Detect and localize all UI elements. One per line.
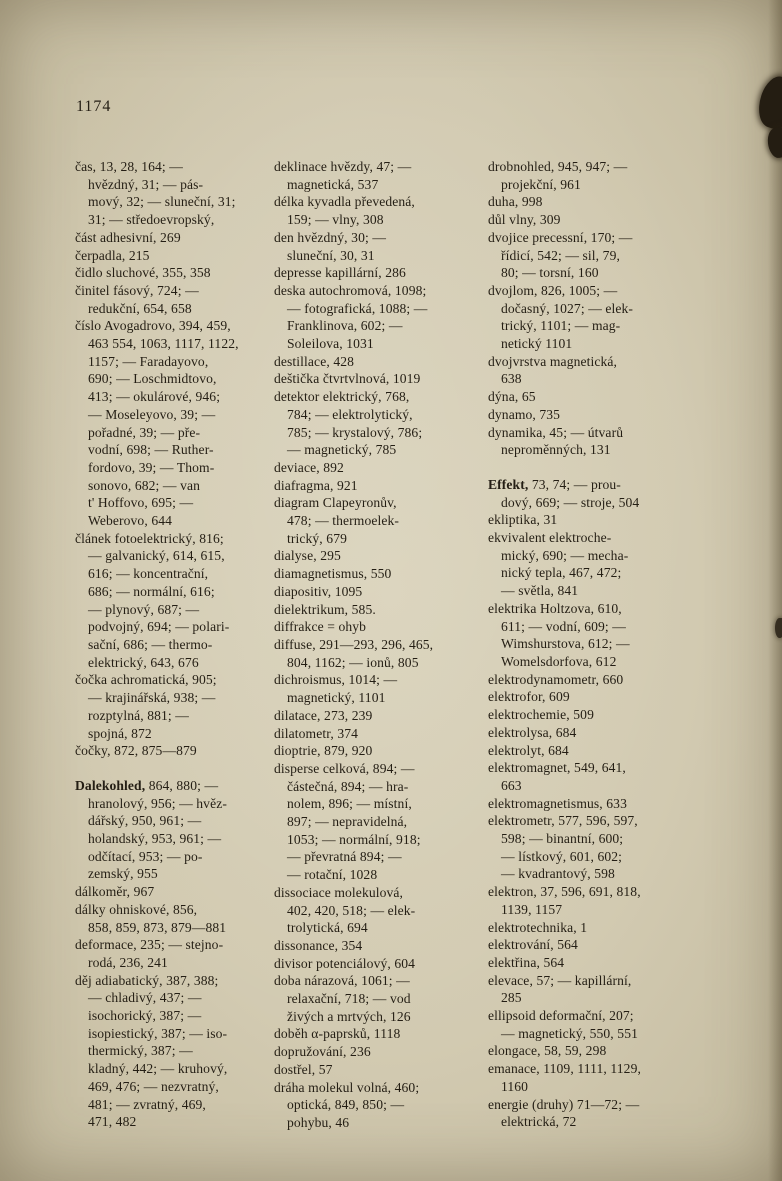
index-line: elektrometr, 577, 596, 597, <box>488 813 638 829</box>
index-line: deštička čtvrtvlnová, 1019 <box>274 371 421 387</box>
index-line: číslo Avogadrovo, 394, 459, <box>75 318 231 334</box>
index-line: dichroismus, 1014; — <box>274 672 398 688</box>
index-line: pohybu, 46 <box>287 1114 350 1130</box>
index-line: elektřina, 564 <box>488 954 565 970</box>
index-line: elektrika Holtzova, 610, <box>488 600 622 616</box>
index-line: dialyse, 295 <box>274 548 341 564</box>
index-line: magnetická, 537 <box>287 176 379 192</box>
index-line: rozptylná, 881; — <box>88 707 189 723</box>
index-line: 686; — normální, 616; <box>88 583 215 599</box>
index-line: den hvězdný, 30; — <box>274 229 387 245</box>
index-line: ellipsoid deformační, 207; <box>488 1008 634 1024</box>
index-line: emanace, 1109, 1111, 1129, <box>488 1061 641 1077</box>
index-line: dvojlom, 826, 1005; — <box>488 282 618 298</box>
index-line: trický, 679 <box>287 530 347 546</box>
index-line: isochorický, 387; — <box>88 1008 202 1024</box>
index-line: drobnohled, 945, 947; — <box>488 159 628 174</box>
index-line: elektrický, 643, 676 <box>88 654 199 670</box>
index-line: spojná, 872 <box>88 725 152 741</box>
index-line: redukční, 654, 658 <box>88 300 192 316</box>
index-line: 663 <box>501 777 522 793</box>
index-line: 690; — Loschmidtovo, <box>88 371 217 387</box>
index-line: diffuse, 291—293, 296, 465, <box>274 636 434 652</box>
index-line: ekvivalent elektroche- <box>488 530 612 546</box>
index-line: elongace, 58, 59, 298 <box>488 1043 607 1059</box>
index-line: deska autochromová, 1098; <box>274 282 427 298</box>
index-line: fordovo, 39; — Thom- <box>88 459 215 475</box>
index-line: 80; — torsní, 160 <box>501 265 599 281</box>
index-line: depresse kapillární, 286 <box>274 265 406 281</box>
page-edge-shadow <box>768 0 782 1181</box>
index-line: 858, 859, 873, 879—881 <box>88 919 227 935</box>
index-line: 598; — binantní, 600; <box>501 831 624 847</box>
index-line: hranolový, 956; — hvěz- <box>88 795 227 811</box>
index-line: dálky ohniskové, 856, <box>75 901 198 917</box>
index-line: dářský, 950, 961; — <box>88 813 202 829</box>
index-line: diafragma, 921 <box>274 477 358 493</box>
index-line: Franklinova, 602; — <box>287 318 403 334</box>
index-line: 638 <box>501 371 522 387</box>
index-line: dynamo, 735 <box>488 406 561 422</box>
index-line: nický tepla, 467, 472; <box>501 565 622 581</box>
index-line: 463 554, 1063, 1117, 1122, <box>88 336 239 352</box>
index-line: dopružování, 236 <box>274 1044 371 1060</box>
index-line: zemský, 955 <box>88 866 158 882</box>
index-line: t' Hoffovo, 695; — <box>88 495 194 511</box>
index-line: relaxační, 718; — vod <box>287 991 411 1007</box>
index-line: děj adiabatický, 387, 388; <box>75 972 219 988</box>
index-line: — kvadrantový, 598 <box>501 866 615 882</box>
index-line: diffrakce = ohyb <box>274 619 367 635</box>
index-line: 784; — elektrolytický, <box>287 406 413 422</box>
index-line: elektrolyt, 684 <box>488 742 569 758</box>
index-line: dvojvrstva magnetická, <box>488 353 618 369</box>
index-line: 1157; — Faradayovo, <box>88 353 209 369</box>
index-line: 31; — středoevropský, <box>88 212 215 228</box>
index-line: 159; — vlny, 308 <box>287 212 384 228</box>
index-line: činitel fásový, 724; — <box>75 282 199 298</box>
index-line: čočka achromatická, 905; <box>75 672 217 688</box>
index-line: elektrodynamometr, 660 <box>488 671 624 687</box>
index-line: Dalekohled, 864, 880; — <box>75 777 219 793</box>
index-line: článek fotoelektrický, 816; <box>75 530 224 546</box>
index-line: Effekt, 73, 74; — prou- <box>488 476 621 492</box>
index-line: čas, 13, 28, 164; — <box>75 159 183 174</box>
index-line: trický, 1101; — mag- <box>501 318 621 334</box>
index-line: čočky, 872, 875—879 <box>75 743 197 759</box>
index-line: energie (druhy) 71—72; — <box>488 1096 640 1112</box>
index-line: dýna, 65 <box>488 389 536 405</box>
index-line: odčítací, 953; — po- <box>88 848 203 864</box>
index-line: ekliptika, 31 <box>488 512 558 528</box>
index-line: 611; — vodní, 609; — <box>501 618 626 634</box>
index-line: čidlo sluchové, 355, 358 <box>75 265 211 281</box>
index-line: mický, 690; — mecha- <box>501 547 629 563</box>
index-line: Soleilova, 1031 <box>287 336 374 352</box>
index-line: detektor elektrický, 768, <box>274 389 410 405</box>
index-line: doba nárazová, 1061; — <box>274 973 410 989</box>
index-line: — rotační, 1028 <box>287 867 378 883</box>
index-line: hvězdný, 31; — pás- <box>88 176 204 192</box>
index-line: 478; — thermoelek- <box>287 513 400 529</box>
index-line: 1160 <box>501 1078 529 1094</box>
page-number: 1174 <box>76 98 112 115</box>
index-line: Wimshurstova, 612; — <box>501 636 630 652</box>
index-line: — magnetický, 785 <box>287 442 397 458</box>
index-line: částečná, 894; — hra- <box>287 778 409 794</box>
index-line: 1053; — normální, 918; <box>287 831 421 847</box>
index-line: trolytická, 694 <box>287 920 368 936</box>
index-line: neproměnných, 131 <box>501 442 611 458</box>
index-line: netický 1101 <box>501 336 573 352</box>
index-line: dostřel, 57 <box>274 1061 333 1077</box>
index-line: — magnetický, 550, 551 <box>501 1025 638 1041</box>
index-line: 471, 482 <box>88 1114 137 1130</box>
index-line: 804, 1162; — ionů, 805 <box>287 654 419 670</box>
index-line: elektrofor, 609 <box>488 689 570 705</box>
index-line: nolem, 896; — místní, <box>287 796 412 812</box>
index-line: sační, 686; — thermo- <box>88 636 213 652</box>
index-line: dvojice precessní, 170; — <box>488 229 633 245</box>
index-line: 469, 476; — nezvratný, <box>88 1078 219 1094</box>
index-line: dráha molekul volná, 460; <box>274 1079 420 1095</box>
index-line: 616; — koncentrační, <box>88 566 209 582</box>
index-line: deformace, 235; — stejno- <box>75 937 224 953</box>
index-line: optická, 849, 850; — <box>287 1097 405 1113</box>
index-line: divisor potenciálový, 604 <box>274 955 416 971</box>
index-line: část adhesivní, 269 <box>75 229 181 245</box>
index-line: elevace, 57; — kapillární, <box>488 972 632 988</box>
index-line: dálkoměr, 967 <box>75 884 155 900</box>
index-line: vodní, 698; — Ruther- <box>88 442 214 458</box>
index-line: diagram Clapeyronův, <box>274 495 397 511</box>
index-line: kladný, 442; — kruhový, <box>88 1061 228 1077</box>
index-line: dový, 669; — stroje, 504 <box>501 494 640 510</box>
index-line: dielektrikum, 585. <box>274 601 376 617</box>
index-line: elektrotechnika, 1 <box>488 919 588 935</box>
index-line: elektromagnet, 549, 641, <box>488 760 626 776</box>
index-line: thermický, 387; — <box>88 1043 193 1059</box>
column-2 <box>274 158 475 1132</box>
index-line: důl vlny, 309 <box>488 212 561 228</box>
index-line: elektrolysa, 684 <box>488 724 577 740</box>
index-line: doběh α-paprsků, 1118 <box>274 1026 401 1042</box>
index-line: dynamika, 45; — útvarů <box>488 424 624 440</box>
index-line: — galvanický, 614, 615, <box>88 548 225 564</box>
index-line: 785; — krystalový, 786; <box>287 424 423 440</box>
index-line: — plynový, 687; — <box>88 601 200 617</box>
index-line: rodá, 236, 241 <box>88 954 168 970</box>
index-line: diamagnetismus, 550 <box>274 566 392 582</box>
index-line: čerpadla, 215 <box>75 247 150 263</box>
index-line: Womelsdorfova, 612 <box>501 653 617 669</box>
index-line: podvojný, 694; — polari- <box>88 619 230 635</box>
index-line: dočasný, 1027; — elek- <box>501 300 634 316</box>
index-line: dioptrie, 879, 920 <box>274 743 373 759</box>
index-line: elektrická, 72 <box>501 1114 577 1130</box>
index-line: mový, 32; — sluneční, 31; <box>88 194 236 210</box>
index-line: isopiestický, 387; — iso- <box>88 1025 228 1041</box>
index-line: — krajinářská, 938; — <box>88 690 216 706</box>
ink-smudge <box>775 618 782 638</box>
index-line: řídicí, 542; — sil, 79, <box>501 247 620 263</box>
index-line: deviace, 892 <box>274 459 344 475</box>
index-line: sonovo, 682; — van <box>88 477 201 493</box>
index-line: 413; — okulárové, 946; <box>88 389 221 405</box>
index-line: — fotografická, 1088; — <box>287 300 428 316</box>
index-line: 285 <box>501 990 522 1006</box>
index-line: disperse celková, 894; — <box>274 760 415 776</box>
index-line: deklinace hvězdy, 47; — <box>274 159 412 174</box>
index-line: 402, 420, 518; — elek- <box>287 902 416 918</box>
index-line: — převratná 894; — <box>287 849 402 865</box>
index-line: dissociace molekulová, <box>274 884 404 900</box>
column-1 <box>75 158 261 1132</box>
index-line: — chladivý, 437; — <box>88 990 202 1006</box>
index-line: 897; — nepravidelná, <box>287 814 408 830</box>
index-line: magnetický, 1101 <box>287 690 386 706</box>
index-line: pořadné, 39; — pře- <box>88 424 201 440</box>
index-line: diapositiv, 1095 <box>274 583 363 599</box>
index-line: Weberovo, 644 <box>88 513 173 529</box>
index-line: dilatace, 273, 239 <box>274 707 373 723</box>
index-line: živých a mrtvých, 126 <box>287 1008 411 1024</box>
index-line: elektrování, 564 <box>488 937 578 953</box>
index-line: — lístkový, 601, 602; <box>501 848 623 864</box>
column-3 <box>488 158 734 1132</box>
index-line: projekční, 961 <box>501 176 581 192</box>
index-line: dilatometr, 374 <box>274 725 359 741</box>
index-line: 481; — zvratný, 469, <box>88 1096 206 1112</box>
index-line: elektromagnetismus, 633 <box>488 795 627 811</box>
index-line: destillace, 428 <box>274 353 355 369</box>
index-columns <box>75 158 734 1132</box>
index-line: — Moseleyovo, 39; — <box>88 406 216 422</box>
index-line: duha, 998 <box>488 194 543 210</box>
index-line: — světla, 841 <box>501 583 579 599</box>
index-line: délka kyvadla převedená, <box>274 194 415 210</box>
index-line: dissonance, 354 <box>274 937 363 953</box>
index-line: elektrochemie, 509 <box>488 707 594 723</box>
index-line: 1139, 1157 <box>501 901 563 917</box>
index-line: sluneční, 30, 31 <box>287 247 375 263</box>
index-line: elektron, 37, 596, 691, 818, <box>488 884 641 900</box>
index-line: holandský, 953, 961; — <box>88 831 222 847</box>
